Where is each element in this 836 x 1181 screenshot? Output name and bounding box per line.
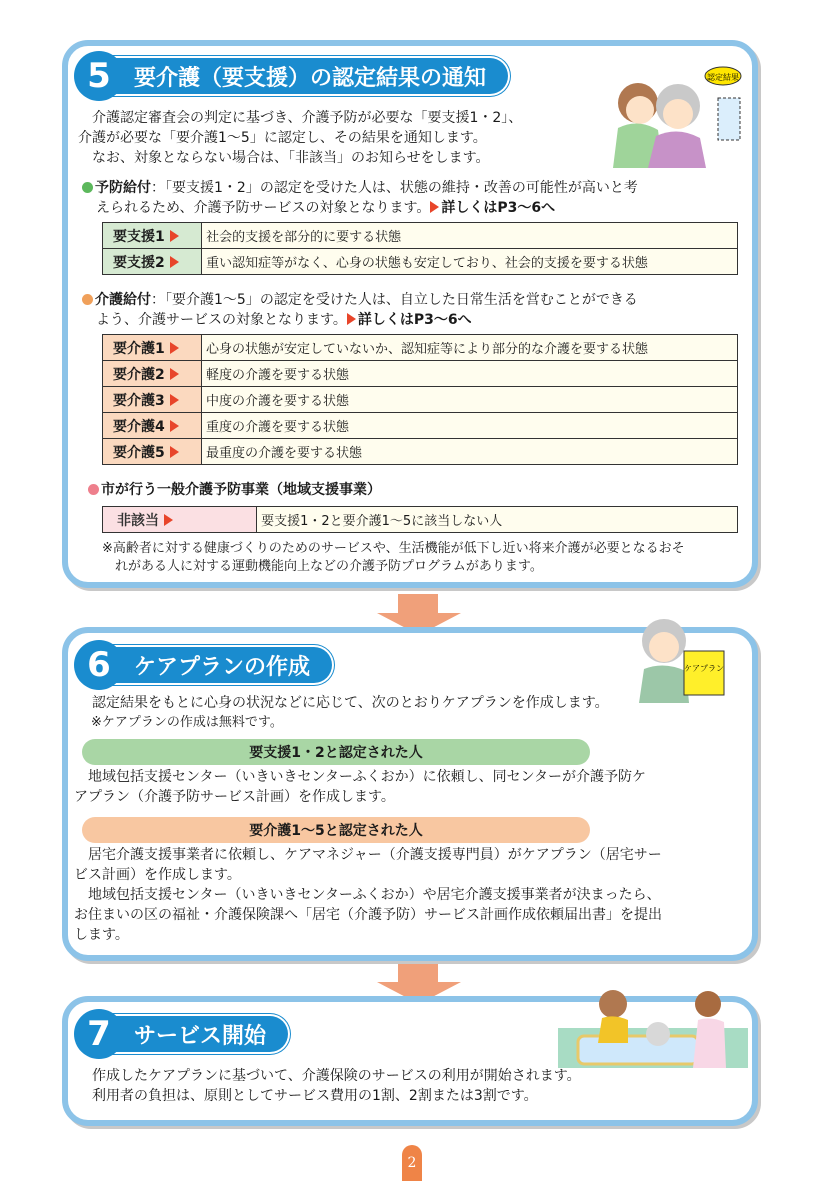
pink-bullet-icon bbox=[88, 484, 99, 495]
section-title: ケアプランの作成 bbox=[100, 645, 334, 685]
care-desc: 居宅介護支援事業者に依頼し、ケアマネジャー（介護支援専門員）がケアプラン（居宅サー ビス計画）を作成します。 地域包括支援センター（いきいきセンターふくおか）や居宅介護支援事業者が決まったら、 お住まいの区の福祉・介護保険課へ「居宅（介護予防）サービス計画作成依頼届出書」を提出 します。 bbox=[74, 847, 662, 943]
section-6-header bbox=[74, 643, 334, 687]
care-banner: 要介護1～5と認定された人 bbox=[82, 817, 590, 843]
triangle-right-icon bbox=[170, 446, 179, 458]
jigyou-note: ※高齢者に対する健康づくりのためのサービスや、生活機能が低下し近い将来介護が必要となるおそ れがある人に対する運動機能向上などの介護予防プログラムがあります。 bbox=[102, 541, 685, 574]
section-5-header bbox=[74, 54, 510, 98]
triangle-right-icon bbox=[164, 514, 173, 526]
service-start-illustration bbox=[558, 988, 748, 1068]
section-5-panel bbox=[62, 40, 758, 588]
triangle-right-icon bbox=[170, 420, 179, 432]
section-number: 5 bbox=[74, 51, 124, 101]
yobou-kyufu-desc: 予防給付：「要支援1・2」の認定を受けた人は、状態の維持・改善の可能性が高いと考 えられるため、介護予防サービスの対象となります。 詳しくはP3～6へ bbox=[82, 178, 742, 218]
intro-text: 認定結果をもとに心身の状況などに応じて、次のとおりケアプランを作成します。 ※ケアプランの作成は無料です。 bbox=[78, 695, 609, 730]
section-7-header bbox=[74, 1012, 290, 1056]
triangle-right-icon bbox=[170, 342, 179, 354]
section-number: 7 bbox=[74, 1009, 124, 1059]
table-row: 要介護5 最重度の介護を要する状態 bbox=[103, 439, 738, 465]
table-row: 要介護4 重度の介護を要する状態 bbox=[103, 413, 738, 439]
intro-text: 介護認定審査会の判定に基づき、介護予防が必要な「要支援1・2」、 介護が必要な「要介護1～5」に認定し、その結果を通知します。 なお、対象とならない場合は、「非該当」のお知らせをします。 bbox=[78, 110, 523, 166]
triangle-right-icon bbox=[430, 201, 439, 213]
table-row: 要支援1 社会的支援を部分的に要する状態 bbox=[103, 223, 738, 249]
table-row: 非該当 要支援1・2と要介護1～5に該当しない人 bbox=[103, 507, 738, 533]
page-reference-link[interactable]: 詳しくはP3～6へ bbox=[430, 200, 555, 216]
table-row: 要介護3 中度の介護を要する状態 bbox=[103, 387, 738, 413]
illustration-label: ケアプラン bbox=[684, 664, 724, 673]
down-arrow-icon bbox=[398, 594, 438, 614]
section-title: サービス開始 bbox=[100, 1014, 290, 1054]
green-bullet-icon bbox=[82, 182, 93, 193]
table-row: 要介護2 軽度の介護を要する状態 bbox=[103, 361, 738, 387]
triangle-right-icon bbox=[170, 368, 179, 380]
care-level-table bbox=[102, 334, 738, 465]
section-number: 6 bbox=[74, 640, 124, 690]
jigyou-heading: 市が行う一般介護予防事業（地域支援事業） bbox=[88, 480, 381, 500]
table-row: 要支援2 重い認知症等がなく、心身の状態も安定しており、社会的支援を要する状態 bbox=[103, 249, 738, 275]
service-start-text: 作成したケアプランに基づいて、介護保険のサービスの利用が開始されます。 利用者の負担は、原則としてサービス費用の1割、2割または3割です。 bbox=[78, 1068, 581, 1104]
careplan-illustration bbox=[634, 613, 734, 703]
kaigo-kyufu-desc: 介護給付：「要介護1～5」の認定を受けた人は、自立した日常生活を営むことができる よう、介護サービスの対象となります。 詳しくはP3～6へ bbox=[82, 290, 742, 330]
notification-illustration bbox=[598, 58, 748, 168]
down-arrow-icon bbox=[398, 964, 438, 984]
support-level-table bbox=[102, 222, 738, 275]
orange-bullet-icon bbox=[82, 294, 93, 305]
triangle-right-icon bbox=[170, 230, 179, 242]
support-desc: 地域包括支援センター（いきいきセンターふくおか）に依頼し、同センターが介護予防ケ アプラン（介護予防サービス計画）を作成します。 bbox=[74, 769, 647, 805]
non-applicable-table bbox=[102, 506, 738, 533]
page-reference-link[interactable]: 詳しくはP3～6へ bbox=[347, 312, 472, 328]
triangle-right-icon bbox=[347, 313, 356, 325]
triangle-right-icon bbox=[170, 256, 179, 268]
support-banner: 要支援1・2と認定された人 bbox=[82, 739, 590, 765]
table-row: 要介護1 心身の状態が安定していないか、認知症等により部分的な介護を要する状態 bbox=[103, 335, 738, 361]
section-title: 要介護（要支援）の認定結果の通知 bbox=[100, 56, 510, 96]
illustration-label: 認定結果 bbox=[707, 73, 739, 82]
section-6-panel bbox=[62, 627, 758, 961]
triangle-right-icon bbox=[170, 394, 179, 406]
section-7-panel bbox=[62, 996, 758, 1126]
page-number: 2 bbox=[402, 1145, 422, 1181]
